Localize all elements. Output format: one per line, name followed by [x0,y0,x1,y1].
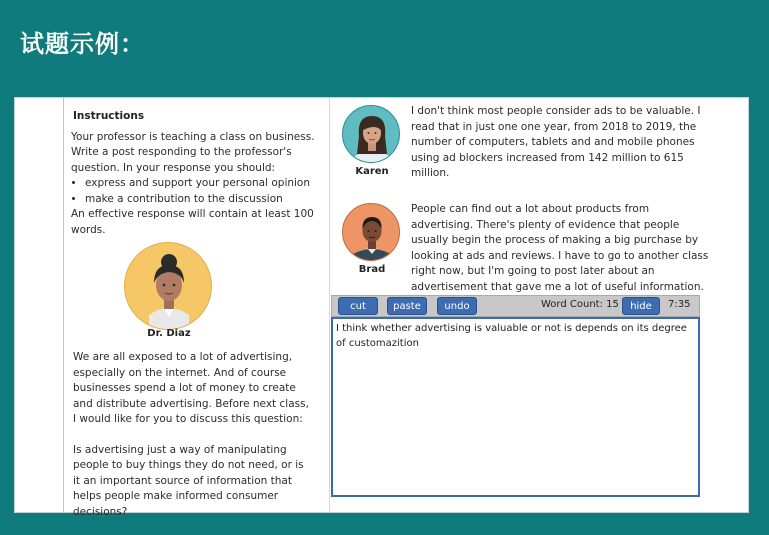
brad-post: People can find out a lot about products from advertising. There's plenty of evidence that people usually begin the process of making a big purchase by looking at ads and reviews. I have to go to another class right now, but I'm going to post later about an advertisement that gave me a lot of useful information. [411,203,709,293]
karen-post: I don't think most people consider ads to be valuable. I read that in just one one year, from 2018 to 2019, the number of computers, tablets and and mobile phones using ad blockers increased from 142 million to 615 million. [411,105,701,179]
professor-post [73,350,313,520]
instructions-list [71,176,323,207]
cut-button[interactable]: cut [338,297,378,315]
timer: 7:35 [668,299,691,310]
paste-button[interactable]: paste [387,297,427,315]
left-divider [63,98,64,512]
page-title: 试题示例： [20,30,145,58]
brad-name: Brad [358,264,386,275]
editor-toolbar [331,295,700,317]
professor-name: Dr. Diaz [147,328,191,339]
instructions-bullet: • make a contribution to the discussion [85,192,323,208]
instructions-requirement: An effective response will contain at least 100 words. [71,208,314,236]
response-textarea[interactable]: I think whether advertising is valuable or not is depends on its degree of customazition [331,317,700,497]
brad-avatar-icon [342,203,400,261]
professor-avatar-icon [124,242,212,330]
instructions-block [71,109,323,238]
professor-question: Is advertising just a way of manipulating people to buy things they do not need, or is it an important source of information that helps people make informed consumer decisions? [73,443,304,518]
instructions-heading: Instructions [73,110,145,122]
word-count: Word Count: 15 [541,299,619,310]
karen-avatar-icon [342,105,400,163]
instructions-bullet: • express and support your personal opinion [85,176,323,192]
instructions-intro: Your professor is teaching a class on business. Write a post responding to the professor's question. In your response you should: [71,130,315,174]
hide-button[interactable]: hide [622,297,660,315]
question-panel [14,97,749,518]
professor-post-text: We are all exposed to a lot of advertising, especially on the internet. And of course businesses spend a lot of money to create and distribute advertising. Before next class, I would like for you to discuss this question: [73,351,309,425]
karen-name: Karen [355,166,389,177]
undo-button[interactable]: undo [437,297,477,315]
middle-divider [329,98,330,512]
